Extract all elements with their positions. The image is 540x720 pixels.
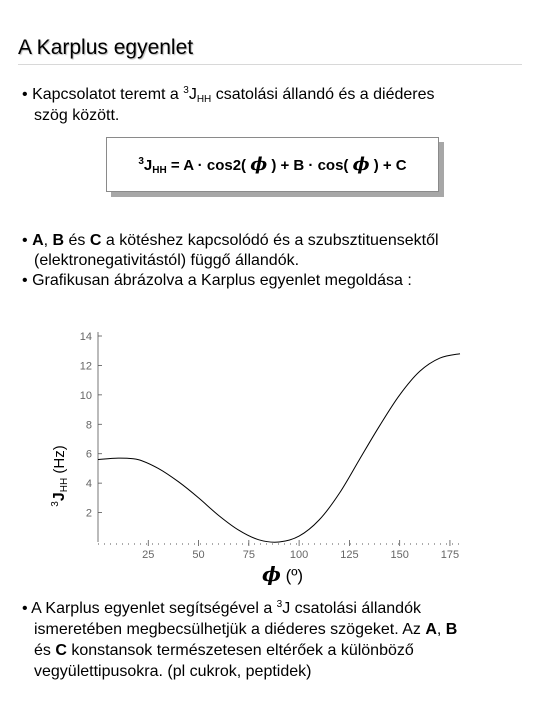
chart-axes <box>98 332 460 544</box>
usage-line2 <box>22 619 522 640</box>
separator: , <box>43 232 53 249</box>
bullet-text-start: Kapcsolatot teremt a <box>32 86 184 103</box>
slide-title: A Karplus egyenlet <box>18 36 194 59</box>
x-tick-label: 50 <box>192 549 205 561</box>
y-tick-label: 12 <box>79 360 92 373</box>
formula-part2: ) + B · cos( <box>267 157 353 174</box>
chart-ticks <box>80 331 459 561</box>
separator: , <box>436 621 446 638</box>
formula-part3: ) + C <box>369 157 407 174</box>
formula-phi-2: ϕ <box>352 154 370 175</box>
constant-c: C <box>89 232 102 249</box>
bullet-usage <box>22 598 522 682</box>
y-tick-label: 6 <box>85 448 92 461</box>
bullet-karplus-definition <box>22 84 522 126</box>
x-tick-label: 175 <box>440 549 460 561</box>
usage-constant-c: C <box>55 642 67 659</box>
separator: és <box>64 232 90 249</box>
bullet-marker: • <box>22 600 28 617</box>
x-tick-label: 125 <box>340 549 359 561</box>
ylabel-sub: HH <box>59 477 70 493</box>
bullet-marker: • <box>22 86 28 103</box>
list-item-line2: (elektronegativitástól) függő állandók. <box>34 252 300 269</box>
subscript-hh: HH <box>196 94 212 105</box>
x-tick-label: 150 <box>390 549 409 561</box>
constant-b: B <box>52 232 65 249</box>
list-item-constants <box>22 231 522 271</box>
list-item-graph <box>22 271 522 291</box>
usage-line3-start: és <box>34 642 56 659</box>
usage-constant-a: A <box>425 621 437 638</box>
xlabel-unit: (º) <box>285 566 304 585</box>
usage-line3 <box>22 640 522 661</box>
formula-j: J <box>143 157 153 174</box>
x-tick-label: 100 <box>289 549 309 561</box>
x-tick-label: 75 <box>242 549 255 561</box>
superscript-3: 3 <box>183 85 189 96</box>
y-tick-label: 14 <box>79 331 92 343</box>
coupling-j: J <box>188 86 197 103</box>
karplus-curve-chart <box>48 322 468 592</box>
bullet-marker: • <box>22 272 28 289</box>
chart-xlabel <box>262 562 303 586</box>
list-item-text: Grafikusan ábrázolva a Karplus egyenlet megoldása : <box>32 272 412 289</box>
usage-text-end: csatolási állandók <box>290 600 421 617</box>
bullet-text-end: csatolási állandó és a diéderes <box>211 86 435 103</box>
usage-text-start: A Karplus egyenlet segítségével a <box>31 600 277 617</box>
karplus-formula-box <box>106 137 439 192</box>
formula-sub: HH <box>152 165 167 176</box>
x-tick-label: 25 <box>142 549 155 561</box>
usage-line3-end: konstansok természetesen eltérőek a különböző <box>66 642 414 659</box>
formula-part1: = A · cos2( <box>166 157 251 174</box>
formula-phi-1: ϕ <box>250 154 268 175</box>
bullet-text-line2: szög között. <box>34 107 120 124</box>
y-tick-label: 4 <box>85 478 92 491</box>
y-tick-label: 2 <box>85 507 92 520</box>
ylabel-unit: (Hz) <box>51 445 68 478</box>
ylabel-j: J <box>51 492 68 502</box>
ylabel-sup: 3 <box>50 501 61 507</box>
y-tick-label: 10 <box>79 389 92 402</box>
list-item-text: a kötéshez kapcsolódó és a szubsztituensektől <box>101 232 439 249</box>
formula-sup: 3 <box>138 156 144 167</box>
bullet-marker: • <box>22 232 28 249</box>
constants-list <box>22 231 522 291</box>
y-tick-label: 8 <box>85 419 92 432</box>
constant-a: A <box>32 232 44 249</box>
xlabel-phi: ϕ <box>262 562 281 586</box>
usage-constant-b: B <box>445 621 458 638</box>
title-divider <box>18 64 522 65</box>
karplus-curve-line <box>98 354 460 542</box>
usage-line2-text: ismeretében megbecsülhetjük a diéderes szögeket. Az <box>34 621 426 638</box>
usage-sup: 3 <box>276 599 283 610</box>
chart-ylabel <box>50 445 70 506</box>
usage-j: J <box>282 600 291 617</box>
usage-line4: vegyülettipusokra. (pl cukrok, peptidek) <box>34 663 312 680</box>
